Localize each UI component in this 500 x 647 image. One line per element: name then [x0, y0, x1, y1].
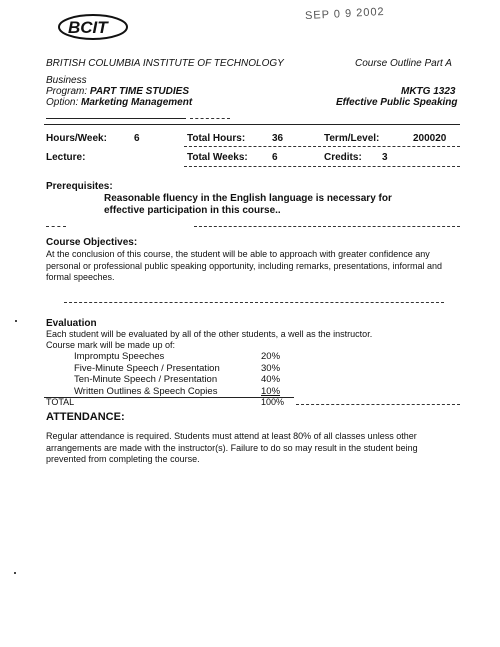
option-value: Marketing Management [81, 97, 193, 108]
bcit-logo [56, 12, 130, 42]
section-divider-b [194, 226, 460, 227]
total-value: 100% [261, 397, 285, 407]
outline-label: Course Outline Part A [355, 58, 452, 69]
option-label: Option: [46, 97, 79, 108]
section-divider-a [46, 226, 66, 227]
evaluation-intro-1: Each student will be evaluated by all of the other students, a well as the instructor. [46, 329, 373, 339]
credits-label: Credits: [324, 152, 362, 163]
evaluation-intro-2: Course mark will be made up of: [46, 340, 176, 350]
section-divider-c [64, 302, 444, 303]
objectives-text: At the conclusion of this course, the student will be able to approach with greater confidence any personal or professional public speaking opportunity, including remarks, presentations, informal and formal speeches. [46, 249, 443, 282]
eval-row-value: 30% [261, 363, 281, 374]
program-value: PART TIME STUDIES [89, 86, 189, 97]
eval-row-label: Five-Minute Speech / Presentation [74, 363, 220, 374]
header-rule-dashed [190, 118, 230, 119]
term-label: Term/Level: [324, 133, 380, 144]
total-rule-dashed [296, 404, 460, 405]
credits-value: 3 [382, 152, 388, 163]
total-rule [44, 397, 294, 398]
evaluation-heading: Evaluation [46, 318, 97, 329]
school-name: Business [46, 75, 87, 86]
hours-week-label: Hours/Week: [46, 133, 107, 144]
program-label: Program: [46, 86, 88, 97]
option-line [46, 97, 192, 108]
info-bottom-rule [184, 166, 460, 167]
attendance-text: Regular attendance is required. Students must attend at least 80% of all classes unless other arrangements are made with the instructor(s). Failure to do so may result in the student being prevented from completing the course. [46, 431, 418, 464]
term-value: 200020 [413, 133, 447, 144]
hours-week-value: 6 [134, 133, 140, 144]
margin-mark [14, 572, 16, 574]
total-hours-value: 36 [272, 133, 284, 144]
eval-row-value: 40% [261, 374, 281, 385]
prerequisites-text: Reasonable fluency in the English language is necessary for effective participation in this course.. [104, 193, 392, 216]
total-weeks-value: 6 [272, 152, 278, 163]
received-stamp: SEP 0 9 2002 [304, 5, 385, 23]
total-hours-label: Total Hours: [187, 133, 246, 144]
institute-name: BRITISH COLUMBIA INSTITUTE OF TECHNOLOGY [46, 58, 284, 69]
header-rule [46, 118, 186, 119]
info-mid-rule [184, 146, 460, 147]
eval-row-value: 10% [261, 386, 281, 397]
prerequisites-heading: Prerequisites: [46, 181, 113, 192]
logo-text: BCIT [68, 18, 108, 37]
total-weeks-label: Total Weeks: [187, 152, 248, 163]
info-top-rule [44, 124, 460, 125]
eval-row-label: Ten-Minute Speech / Presentation [74, 374, 218, 385]
course-title: Effective Public Speaking [336, 97, 458, 108]
total-label: TOTAL [46, 397, 75, 407]
eval-row-value: 20% [261, 351, 281, 362]
eval-row-label: Written Outlines & Speech Copies [74, 386, 218, 397]
lecture-label: Lecture: [46, 152, 86, 163]
program-line [46, 86, 189, 97]
attendance-heading: ATTENDANCE: [46, 411, 125, 423]
margin-mark [15, 320, 17, 322]
eval-row-label: Impromptu Speeches [74, 351, 165, 362]
course-code: MKTG 1323 [401, 86, 456, 97]
objectives-heading: Course Objectives: [46, 237, 138, 248]
